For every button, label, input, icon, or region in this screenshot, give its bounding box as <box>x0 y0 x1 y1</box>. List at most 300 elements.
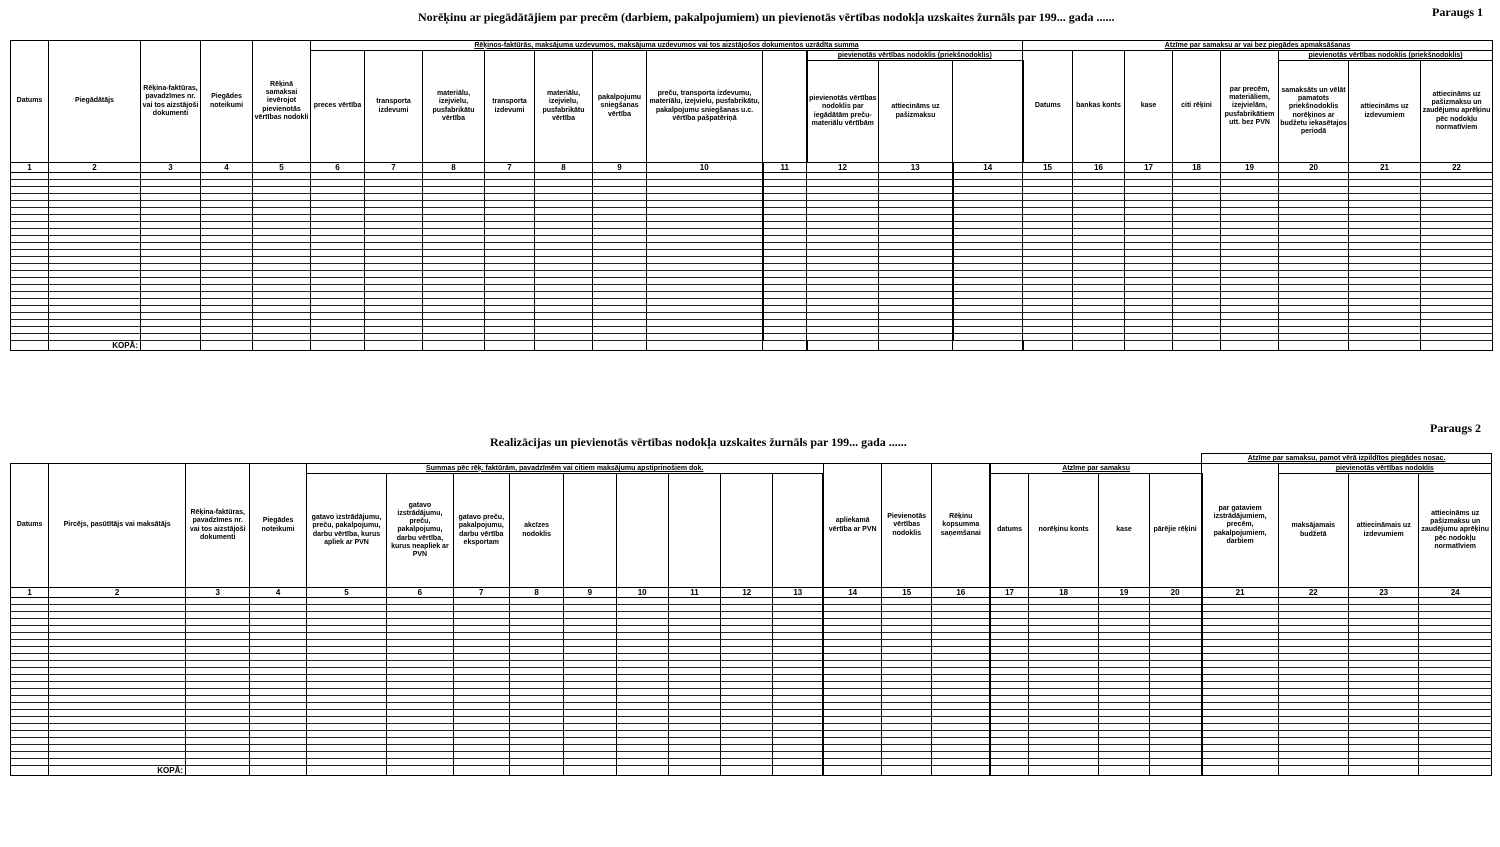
ledger-cell <box>593 271 647 278</box>
ledger-cell <box>882 619 932 626</box>
header-settlement-account: norēķinu konts <box>1028 474 1098 588</box>
ledger-cell <box>668 626 720 633</box>
header-cash: kase <box>1125 51 1173 163</box>
ledger-cell <box>186 752 250 759</box>
ledger-row <box>11 633 1492 640</box>
ledger-cell <box>1348 598 1418 605</box>
ledger-cell <box>311 334 365 341</box>
ledger-cell <box>141 299 201 306</box>
ledger-cell <box>1349 243 1421 250</box>
ledger-cell <box>1125 243 1173 250</box>
ledger-cell <box>763 173 807 180</box>
ledger-cell <box>49 738 186 745</box>
ledger-cell <box>773 647 823 654</box>
ledger-cell <box>1125 299 1173 306</box>
column-number-4: 4 <box>250 588 306 598</box>
ledger-cell <box>11 236 49 243</box>
ledger-cell <box>1073 243 1125 250</box>
ledger-cell <box>1419 731 1492 738</box>
column-number-17: 17 <box>990 588 1028 598</box>
ledger-row <box>11 675 1492 682</box>
ledger-cell <box>485 292 535 299</box>
ledger-cell <box>1348 724 1418 731</box>
ledger-cell <box>1125 208 1173 215</box>
ledger-cell <box>49 626 186 633</box>
ledger-cell <box>647 243 763 250</box>
ledger-cell <box>509 619 563 626</box>
ledger-cell <box>253 257 311 264</box>
ledger-cell <box>365 236 423 243</box>
ledger-cell <box>823 745 881 752</box>
ledger-cell <box>1421 285 1493 292</box>
ledger-cell <box>387 703 453 710</box>
ledger-cell <box>49 264 141 271</box>
column-number-18: 18 <box>1028 588 1098 598</box>
ledger-cell <box>953 257 1023 264</box>
ledger-cell <box>1073 278 1125 285</box>
ledger-cell <box>1073 257 1125 264</box>
ledger-cell <box>879 313 953 320</box>
header-invoice-total-with-vat: Rēķinā samaksai ievērojot pievienotās vērtības nodokli <box>253 41 311 163</box>
ledger-cell <box>1202 717 1278 724</box>
ledger-cell <box>253 327 311 334</box>
ledger-cell <box>1202 724 1278 731</box>
header-group-payment: Atzīme par samaksu ar vai bez piegādes apmaksāšanas <box>1023 41 1493 51</box>
ledger-cell <box>1419 668 1492 675</box>
ledger-cell <box>11 654 49 661</box>
ledger-cell <box>1023 327 1073 334</box>
ledger-cell <box>49 271 141 278</box>
ledger-cell <box>823 759 881 766</box>
ledger-cell <box>932 724 990 731</box>
header-excise-tax: akcīzes nodoklis <box>509 474 563 588</box>
ledger-cell <box>932 738 990 745</box>
ledger-cell <box>953 180 1023 187</box>
ledger-cell <box>49 689 186 696</box>
ledger-cell <box>1221 306 1279 313</box>
ledger-cell <box>387 759 453 766</box>
ledger-cell <box>593 187 647 194</box>
ledger-cell <box>1419 703 1492 710</box>
ledger-cell <box>1421 320 1493 327</box>
ledger-cell <box>668 654 720 661</box>
column-number-19: 19 <box>1099 588 1149 598</box>
ledger-cell <box>721 759 773 766</box>
ledger-cell <box>1125 313 1173 320</box>
ledger-cell <box>1099 738 1149 745</box>
ledger-cell <box>879 243 953 250</box>
ledger-cell <box>953 194 1023 201</box>
ledger-cell <box>250 696 306 703</box>
ledger-cell <box>1028 759 1098 766</box>
ledger-cell <box>1125 250 1173 257</box>
ledger-cell <box>365 320 423 327</box>
ledger-cell <box>773 689 823 696</box>
ledger-cell <box>509 738 563 745</box>
ledger-cell <box>668 668 720 675</box>
ledger-cell <box>201 229 253 236</box>
ledger-cell <box>1279 320 1349 327</box>
ledger-cell <box>1173 320 1221 327</box>
ledger-cell <box>1023 320 1073 327</box>
ledger-cell <box>564 738 616 745</box>
ledger-cell <box>1278 661 1348 668</box>
ledger-cell <box>186 689 250 696</box>
ledger-cell <box>250 710 306 717</box>
ledger-cell <box>1419 633 1492 640</box>
ledger-cell <box>311 187 365 194</box>
ledger-cell <box>773 703 823 710</box>
ledger-cell <box>647 306 763 313</box>
ledger-cell <box>306 675 386 682</box>
ledger-cell <box>1421 327 1493 334</box>
ledger-cell <box>423 313 485 320</box>
ledger-cell <box>1099 654 1149 661</box>
ledger-cell <box>1221 194 1279 201</box>
ledger-cell <box>423 320 485 327</box>
ledger-cell <box>1099 689 1149 696</box>
ledger-cell <box>1023 250 1073 257</box>
ledger-cell <box>721 598 773 605</box>
ledger-cell <box>535 215 593 222</box>
ledger-cell <box>49 633 186 640</box>
ledger-cell <box>721 710 773 717</box>
ledger-cell <box>763 229 807 236</box>
ledger-cell <box>1202 689 1278 696</box>
ledger-cell <box>807 243 879 250</box>
ledger-cell <box>1348 703 1418 710</box>
ledger-cell <box>1173 299 1221 306</box>
ledger-cell <box>141 292 201 299</box>
ledger-cell <box>647 313 763 320</box>
ledger-cell <box>668 731 720 738</box>
ledger-cell <box>807 320 879 327</box>
ledger-cell <box>564 598 616 605</box>
ledger-cell <box>365 264 423 271</box>
ledger-cell <box>668 682 720 689</box>
ledger-cell <box>485 243 535 250</box>
header-date: Datums <box>11 41 49 163</box>
ledger-cell <box>668 759 720 766</box>
ledger-cell <box>807 222 879 229</box>
ledger-cell <box>593 264 647 271</box>
ledger-cell <box>932 598 990 605</box>
ledger-cell <box>1279 215 1349 222</box>
column-number-12: 10 <box>647 163 763 173</box>
ledger-row <box>11 180 1493 187</box>
ledger-cell <box>1349 180 1421 187</box>
ledger-cell <box>1202 703 1278 710</box>
ledger-cell <box>1278 633 1348 640</box>
ledger-cell <box>11 619 49 626</box>
ledger-cell <box>1419 647 1492 654</box>
ledger-cell <box>1073 173 1125 180</box>
ledger-cell <box>365 222 423 229</box>
column-number-13: 11 <box>763 163 807 173</box>
ledger-cell <box>1349 201 1421 208</box>
ledger-cell <box>253 306 311 313</box>
ledger-cell <box>453 745 509 752</box>
ledger-cell <box>250 605 306 612</box>
ledger-cell <box>616 745 668 752</box>
ledger-cell <box>668 633 720 640</box>
ledger-cell <box>1028 724 1098 731</box>
ledger-row <box>11 285 1493 292</box>
ledger-cell <box>509 696 563 703</box>
ledger-row <box>11 271 1493 278</box>
sales-vat-journal-table <box>10 453 1492 776</box>
ledger-cell <box>564 752 616 759</box>
ledger-cell <box>1073 194 1125 201</box>
ledger-cell <box>807 250 879 257</box>
ledger-cell <box>453 633 509 640</box>
ledger-cell <box>1278 647 1348 654</box>
ledger-cell <box>1349 271 1421 278</box>
ledger-cell <box>387 654 453 661</box>
ledger-cell <box>49 640 186 647</box>
ledger-cell <box>721 752 773 759</box>
ledger-cell <box>141 271 201 278</box>
ledger-cell <box>387 717 453 724</box>
ledger-cell <box>306 710 386 717</box>
column-number-18: 16 <box>1073 163 1125 173</box>
ledger-cell <box>141 173 201 180</box>
ledger-cell <box>616 724 668 731</box>
ledger-cell <box>453 717 509 724</box>
ledger-row <box>11 306 1493 313</box>
ledger-cell <box>1028 682 1098 689</box>
ledger-cell <box>616 675 668 682</box>
ledger-cell <box>11 717 49 724</box>
ledger-cell <box>668 598 720 605</box>
ledger-cell <box>201 320 253 327</box>
ledger-cell <box>1125 215 1173 222</box>
ledger-cell <box>763 334 807 341</box>
ledger-cell <box>311 271 365 278</box>
ledger-cell <box>253 278 311 285</box>
ledger-cell <box>564 759 616 766</box>
ledger-row <box>11 682 1492 689</box>
ledger-cell <box>11 675 49 682</box>
ledger-cell <box>773 752 823 759</box>
ledger-cell <box>453 598 509 605</box>
ledger-cell <box>807 285 879 292</box>
ledger-cell <box>763 201 807 208</box>
ledger-cell <box>932 605 990 612</box>
ledger-cell <box>647 334 763 341</box>
ledger-cell <box>953 313 1023 320</box>
ledger-cell <box>1023 292 1073 299</box>
ledger-cell <box>311 299 365 306</box>
ledger-cell <box>1348 675 1418 682</box>
header-payment-date: Datums <box>1023 51 1073 163</box>
ledger-cell <box>1173 215 1221 222</box>
ledger-row <box>11 640 1492 647</box>
ledger-cell <box>1099 710 1149 717</box>
column-number-22: 20 <box>1279 163 1349 173</box>
ledger-cell <box>201 201 253 208</box>
ledger-cell <box>932 647 990 654</box>
ledger-cell <box>721 668 773 675</box>
ledger-cell <box>49 334 141 341</box>
ledger-cell <box>1348 717 1418 724</box>
ledger-cell <box>1221 299 1279 306</box>
header-other-accounts: citi rēķini <box>1173 51 1221 163</box>
ledger-cell <box>1125 292 1173 299</box>
ledger-cell <box>1349 187 1421 194</box>
ledger-cell <box>1221 180 1279 187</box>
ledger-cell <box>485 264 535 271</box>
ledger-cell <box>1279 334 1349 341</box>
ledger-cell <box>616 752 668 759</box>
ledger-cell <box>616 710 668 717</box>
ledger-cell <box>141 180 201 187</box>
ledger-cell <box>1279 236 1349 243</box>
ledger-cell <box>1278 675 1348 682</box>
ledger-cell <box>990 626 1028 633</box>
ledger-cell <box>1221 229 1279 236</box>
ledger-cell <box>823 598 881 605</box>
ledger-cell <box>186 745 250 752</box>
ledger-cell <box>879 236 953 243</box>
ledger-cell <box>1419 612 1492 619</box>
ledger-cell <box>990 598 1028 605</box>
ledger-row <box>11 257 1493 264</box>
ledger-cell <box>1279 271 1349 278</box>
ledger-cell <box>668 752 720 759</box>
ledger-cell <box>616 668 668 675</box>
ledger-cell <box>1349 257 1421 264</box>
ledger-cell <box>387 626 453 633</box>
ledger-cell <box>201 187 253 194</box>
ledger-cell <box>49 710 186 717</box>
ledger-cell <box>509 612 563 619</box>
ledger-cell <box>535 285 593 292</box>
ledger-cell <box>763 243 807 250</box>
ledger-row <box>11 738 1492 745</box>
header-taxable-goods-value: gatavo izstrādājumu, preču, pakalpojumu, darbu vērtība, kurus apliek ar PVN <box>306 474 386 588</box>
ledger-cell <box>1348 696 1418 703</box>
ledger-cell <box>141 194 201 201</box>
ledger-cell <box>387 696 453 703</box>
ledger-cell <box>311 285 365 292</box>
ledger-cell <box>1419 752 1492 759</box>
ledger-cell <box>647 278 763 285</box>
ledger-cell <box>882 752 932 759</box>
ledger-cell <box>763 187 807 194</box>
ledger-cell <box>1202 759 1278 766</box>
ledger-cell <box>1349 327 1421 334</box>
ledger-cell <box>990 759 1028 766</box>
ledger-cell <box>1149 752 1201 759</box>
ledger-cell <box>201 327 253 334</box>
ledger-cell <box>1278 619 1348 626</box>
column-number-2: 2 <box>49 163 141 173</box>
ledger-cell <box>990 647 1028 654</box>
header-materials-value-2: materiālu, izejvielu, pusfabrikātu vērtība <box>535 51 593 163</box>
column-number-6: 6 <box>387 588 453 598</box>
header-payment-date: datums <box>990 474 1028 588</box>
header-invoice-number: Rēķina-faktūras, pavadzīmes nr. vai tos aizstājoši dokumenti <box>141 41 201 163</box>
ledger-cell <box>823 738 881 745</box>
ledger-cell <box>932 696 990 703</box>
ledger-cell <box>11 605 49 612</box>
header-paid-input-vat: samaksāts un vēlāt pamatots priekšnodoklis norēķinos ar budžetu iekasētajos periodā <box>1279 61 1349 163</box>
header-col-11 <box>668 474 720 588</box>
ledger-cell <box>250 752 306 759</box>
ledger-cell <box>953 187 1023 194</box>
ledger-row <box>11 619 1492 626</box>
ledger-cell <box>763 327 807 334</box>
ledger-cell <box>647 299 763 306</box>
ledger-cell <box>1149 682 1201 689</box>
ledger-cell <box>365 327 423 334</box>
ledger-cell <box>253 250 311 257</box>
ledger-cell <box>1173 222 1221 229</box>
ledger-cell <box>453 759 509 766</box>
ledger-cell <box>485 180 535 187</box>
ledger-cell <box>1173 278 1221 285</box>
ledger-cell <box>1173 257 1221 264</box>
ledger-cell <box>49 306 141 313</box>
ledger-cell <box>306 668 386 675</box>
ledger-row <box>11 724 1492 731</box>
ledger-cell <box>953 327 1023 334</box>
ledger-cell <box>186 703 250 710</box>
ledger-cell <box>879 278 953 285</box>
ledger-row <box>11 278 1493 285</box>
ledger-cell <box>49 194 141 201</box>
ledger-cell <box>1125 320 1173 327</box>
ledger-cell <box>387 647 453 654</box>
ledger-cell <box>882 640 932 647</box>
ledger-cell <box>932 759 990 766</box>
ledger-cell <box>668 703 720 710</box>
ledger-cell <box>763 278 807 285</box>
ledger-cell <box>253 285 311 292</box>
header-vat: Pievienotās vērtības nodoklis <box>882 464 932 588</box>
ledger-cell <box>616 703 668 710</box>
ledger-cell <box>11 738 49 745</box>
ledger-cell <box>311 320 365 327</box>
ledger-cell <box>1279 257 1349 264</box>
ledger-cell <box>306 626 386 633</box>
ledger-cell <box>668 696 720 703</box>
ledger-cell <box>721 675 773 682</box>
ledger-cell <box>882 626 932 633</box>
ledger-cell <box>250 612 306 619</box>
ledger-cell <box>1279 208 1349 215</box>
ledger-cell <box>990 731 1028 738</box>
ledger-cell <box>253 264 311 271</box>
ledger-cell <box>647 222 763 229</box>
ledger-cell <box>773 619 823 626</box>
ledger-cell <box>763 222 807 229</box>
ledger-cell <box>1023 208 1073 215</box>
header-invoice-number: Rēķina-faktūras, pavadzīmes nr. vai tos aizstājoši dokumenti <box>186 464 250 588</box>
column-number-9: 7 <box>485 163 535 173</box>
ledger-cell <box>387 640 453 647</box>
ledger-cell <box>1421 229 1493 236</box>
ledger-cell <box>1421 306 1493 313</box>
ledger-cell <box>387 598 453 605</box>
ledger-cell <box>773 724 823 731</box>
ledger-cell <box>823 703 881 710</box>
ledger-cell <box>423 264 485 271</box>
ledger-cell <box>990 668 1028 675</box>
ledger-cell <box>49 654 186 661</box>
ledger-cell <box>647 257 763 264</box>
